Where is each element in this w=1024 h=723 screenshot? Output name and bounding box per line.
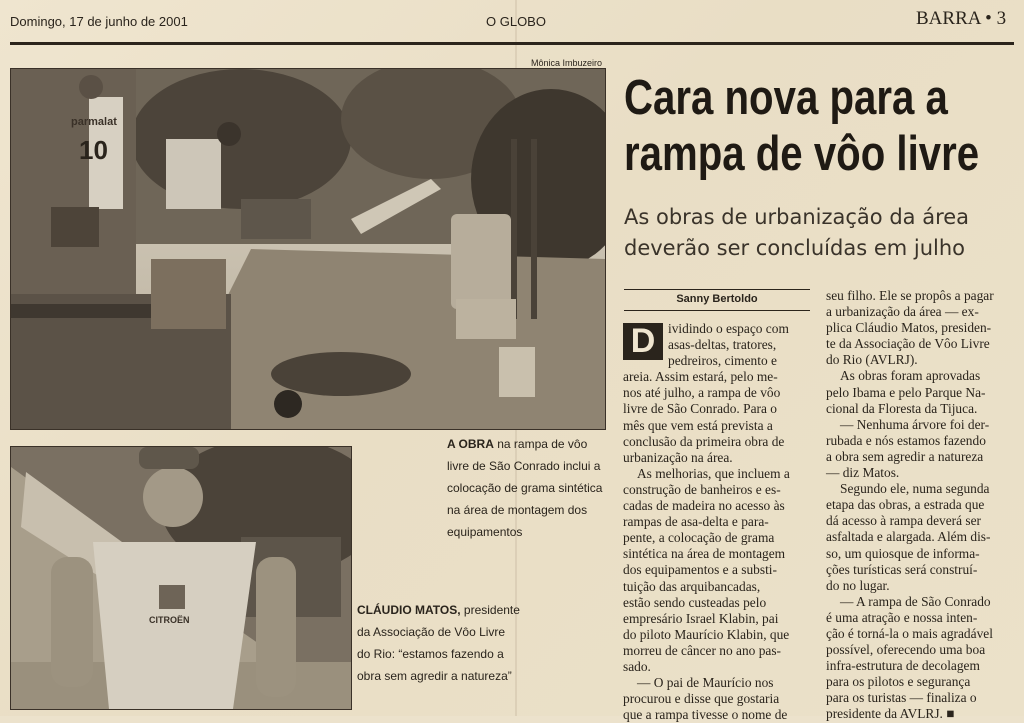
article-line: ividindo o espaço com xyxy=(668,321,789,336)
caption-2-line: obra sem agredir a natureza” xyxy=(357,669,512,683)
deck-line-2: deverão ser concluídas em julho xyxy=(624,236,966,260)
photo-caption-2 xyxy=(357,599,522,687)
caption-1-line: equipamentos xyxy=(447,525,523,539)
article-line: asfaltada e alargada. Além dis- xyxy=(826,529,991,545)
page-number: 3 xyxy=(996,8,1007,29)
article-line: seu filho. Ele se propôs a pagar xyxy=(826,288,994,303)
article-line: empresário Israel Klabin, pai xyxy=(623,610,779,626)
caption-1-line: livre de São Conrado inclui a xyxy=(447,459,601,473)
article-line: cadas de madeira no acesso às xyxy=(623,498,785,514)
caption-1-line: colocação de grama sintética xyxy=(447,481,603,495)
article-column-2 xyxy=(826,288,1015,723)
article-column-1 xyxy=(623,321,812,723)
article-line: a obra sem agredir a natureza xyxy=(826,448,984,464)
caption-1-line: na área de montagem dos xyxy=(447,503,588,517)
article-line: para os pilotos e segurança xyxy=(826,674,971,690)
article-line: infra-estrutura de decolagem xyxy=(826,658,980,674)
article-line: dos equipamentos e a substi- xyxy=(623,562,777,578)
article-line: so, um quiosque de informa- xyxy=(826,545,980,561)
caption-1-lead: A OBRA xyxy=(447,437,494,451)
caption-2-lead: CLÁUDIO MATOS, xyxy=(357,603,461,617)
section-name: BARRA xyxy=(916,8,981,29)
article-line: conclusão da primeira obra de xyxy=(623,433,785,449)
shirt-brand-text: parmalat xyxy=(71,116,117,128)
article-line: — diz Matos. xyxy=(826,465,900,481)
caption-1-line: na rampa de vôo xyxy=(493,437,588,451)
article-line: morreu de câncer no ano pas- xyxy=(623,642,782,658)
article-line: As obras foram aprovadas xyxy=(840,368,981,384)
section-label xyxy=(916,8,1006,30)
caption-2-line: do Rio: “estamos fazendo a xyxy=(357,647,504,661)
article-line: pelo Ibama e pelo Parque Na- xyxy=(826,384,986,400)
article-line: Segundo ele, numa segunda xyxy=(840,481,990,497)
headline-line-2: rampa de vôo livre xyxy=(624,127,980,181)
article-line: — A rampa de São Conrado xyxy=(840,593,991,609)
article-line: do piloto Maurício Klabin, que xyxy=(623,626,790,642)
header-rule xyxy=(10,42,1014,45)
byline-rule-top xyxy=(624,289,810,290)
caption-2-line: da Associação de Vôo Livre xyxy=(357,625,506,639)
shirt-number-text: 10 xyxy=(79,135,108,165)
article-line: que a rampa tivesse o nome de xyxy=(623,707,788,723)
article-line: estão sendo custeadas pelo xyxy=(623,594,767,610)
article-line: mês que vem está prevista a xyxy=(623,417,773,433)
photo-caption-1 xyxy=(447,433,612,543)
article-line: — Nenhuma árvore foi der- xyxy=(840,416,990,432)
drop-cap: D xyxy=(623,323,663,360)
bullet-separator: • xyxy=(985,8,992,29)
article-line: areia. Assim estará, pelo me- xyxy=(623,369,778,385)
article-line: rampas de asa-delta e para- xyxy=(623,514,769,530)
headline-line-1: Cara nova para a xyxy=(624,71,948,125)
deck-line-1: As obras de urbanização da área xyxy=(624,205,970,229)
article-line: do Rio (AVLRJ). xyxy=(826,352,918,368)
article-line: possível, oferecendo uma boa xyxy=(826,642,986,658)
article-line: As melhorias, que incluem a xyxy=(637,465,790,481)
byline: Sanny Bertoldo xyxy=(676,293,758,305)
shirt-logo-text: CITROËN xyxy=(149,615,190,625)
article-line: urbanização na área. xyxy=(623,449,733,465)
article-line: asas-deltas, tratores, xyxy=(668,337,777,353)
article-line: — O pai de Maurício nos xyxy=(637,675,774,691)
construction-scene-image xyxy=(11,69,605,429)
article-line: tuição das arquibancadas, xyxy=(623,578,761,594)
caption-2-line: presidente xyxy=(460,603,520,617)
article-line: pedreiros, cimento e xyxy=(668,353,777,369)
portrait-image xyxy=(11,447,351,709)
article-line: nos até julho, a rampa de vôo xyxy=(623,385,781,401)
issue-date: Domingo, 17 de junho de 2001 xyxy=(10,14,188,29)
article-line: livre de São Conrado. Para o xyxy=(623,401,777,417)
article-line: rubada e nós estamos fazendo xyxy=(826,432,986,448)
newspaper-name: O GLOBO xyxy=(486,14,546,29)
article-line: ções turísticas será construí- xyxy=(826,561,978,577)
portrait-photo xyxy=(10,446,352,710)
article-line: construção de banheiros e es- xyxy=(623,481,781,497)
article-line: etapa das obras, a estrada que xyxy=(826,497,985,513)
construction-photo xyxy=(10,68,606,430)
article-line: presidente da AVLRJ. ■ xyxy=(826,706,955,722)
article-line: é uma atração e nossa inten- xyxy=(826,609,978,625)
article-line: plica Cláudio Matos, presiden- xyxy=(826,320,992,336)
byline-rule-bottom xyxy=(624,310,810,311)
article-line: dá acesso à rampa deverá ser xyxy=(826,513,982,529)
article-line: do no lugar. xyxy=(826,577,890,593)
article-line: te da Associação de Vôo Livre xyxy=(826,336,990,352)
article-line: sado. xyxy=(623,658,651,674)
article-line: sintética na área de montagem xyxy=(623,546,786,562)
article-line: procurou e disse que gostaria xyxy=(623,691,780,707)
photo-credit: Mônica Imbuzeiro xyxy=(531,58,603,68)
article-line: ção é torná-la o mais agradável xyxy=(826,625,993,641)
article-line: a urbanização da área — ex- xyxy=(826,304,979,320)
article-line: cional da Floresta da Tijuca. xyxy=(826,400,978,416)
article-line: pente, a colocação de grama xyxy=(623,530,775,546)
article-line: para os turistas — finaliza o xyxy=(826,690,977,706)
